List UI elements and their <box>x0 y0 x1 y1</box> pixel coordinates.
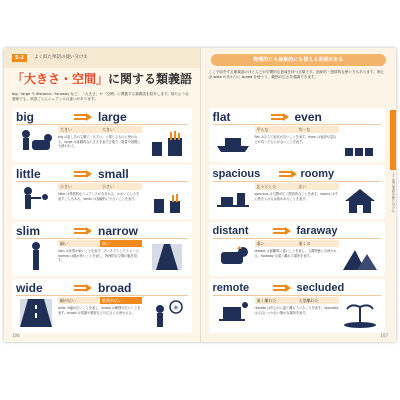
page-number: 106 <box>12 333 20 338</box>
meaning-2: 狭い <box>100 240 142 247</box>
meaning-2: 広い <box>297 183 339 190</box>
double-arrow-icon <box>273 228 291 234</box>
synonym-card <box>209 222 385 276</box>
synonym-card <box>12 222 192 276</box>
synonym-card <box>12 165 192 219</box>
flat-ship-illustration <box>215 126 251 158</box>
divider <box>16 238 188 239</box>
remote-work-illustration <box>215 297 251 329</box>
description: distant は距離的に遠いことを表し、人間関係にも使われる。faraway は遠く離れた場所を表す。 <box>254 249 337 258</box>
book-spread <box>4 48 396 342</box>
word-1: big <box>16 110 34 124</box>
meaning-1: 幅が広い <box>58 297 100 304</box>
word-1: little <box>16 167 41 181</box>
divider <box>16 181 188 182</box>
word-2: even <box>294 110 322 124</box>
roomy-house-illustration <box>341 185 379 215</box>
double-arrow-icon <box>271 114 289 120</box>
fries-small-illustration <box>148 185 186 215</box>
word-2: faraway <box>296 225 338 237</box>
meaning-2: 遠くの <box>297 240 339 247</box>
word-1: slim <box>16 224 41 238</box>
page-number: 107 <box>380 333 388 338</box>
person-thinking-illustration <box>148 299 186 329</box>
secluded-island-illustration <box>341 299 379 329</box>
word-1: spacious <box>212 168 261 180</box>
word-2: large <box>98 110 127 124</box>
page-title-rest: に関する類義語 <box>108 72 193 86</box>
double-arrow-icon <box>74 171 92 177</box>
meaning-2: 大きい <box>100 126 142 133</box>
divider <box>16 295 188 296</box>
description: big は話し手の主観で「大きい」と感じるものに使われる。large は客観的な大きさを表す言葉で、数量や規模にも使われる。 <box>58 135 141 149</box>
double-arrow-icon <box>273 285 291 291</box>
section-badge: 5-2 <box>12 54 27 62</box>
double-arrow-icon <box>279 171 297 177</box>
meaning-2: 小さい <box>100 183 142 190</box>
even-stairs-illustration <box>341 128 379 158</box>
side-label: よく似た単語の使い分け① <box>391 172 395 214</box>
synonym-card <box>209 108 385 162</box>
synonym-card <box>209 165 385 219</box>
svg-text:✳: ✳ <box>173 304 179 312</box>
meaning-1: 平らな <box>255 126 297 133</box>
synonym-card <box>12 279 192 333</box>
description: wide は幅が広いことを表し、broad は範囲が広いことを表す。broad は知識や視野などの広さにも使われる。 <box>58 306 141 315</box>
description: slim は体型が細いことを表す。ほっそりとしたイメージ。narrow は幅が狭いことを表し、物理的な空間の幅を指す。 <box>58 249 142 263</box>
intro-text: big／large や distance／faraway など、「大きさ」や「空間」に関連する類義語を紹介します。似たような意味でも、単語ごとにニュアンスの違いがあります。 <box>12 92 189 102</box>
divider <box>213 238 381 239</box>
chapter-tab <box>390 110 396 170</box>
narrow-road-illustration <box>148 242 186 272</box>
description: little は感情的なニュアンスが含まれる。かわいらしさを表すこともある。small は客観的に小さいことを表す。 <box>58 192 140 201</box>
right-page <box>201 48 397 342</box>
divider <box>213 295 381 296</box>
meaning-1: 広々とした <box>255 183 297 190</box>
double-arrow-icon <box>74 114 92 120</box>
divider <box>16 124 188 125</box>
fries-illustration <box>148 128 186 158</box>
meaning-1: 遠い <box>255 240 297 247</box>
wide-road-illustration <box>18 297 54 329</box>
description: flat は平らで起伏がないことを表す。even は表面や量などが均一でむらがないことを表す。 <box>254 135 337 144</box>
double-arrow-icon <box>74 228 92 234</box>
synonym-card <box>209 279 385 333</box>
meaning-1: 細い <box>58 240 100 247</box>
meaning-2: 範囲が広い <box>100 297 142 304</box>
faraway-mountains-illustration <box>341 242 379 272</box>
slim-person-illustration <box>18 240 54 272</box>
page-title-quote: 「大きさ・空間」 <box>12 72 109 86</box>
meaning-2: 人里離れた <box>297 297 339 304</box>
distant-cow-illustration <box>215 240 251 272</box>
word-1: distant <box>212 225 249 237</box>
word-2: small <box>98 167 129 181</box>
section-title: よく似た単語の使い分け① <box>34 55 88 60</box>
word-1: wide <box>16 281 43 295</box>
divider <box>213 124 381 125</box>
word-2: narrow <box>98 224 139 238</box>
word-1: flat <box>212 110 231 124</box>
meaning-1: 遠く離れた <box>255 297 297 304</box>
left-page <box>4 48 201 342</box>
description: remote は中心から遠く離れていることを表す。secluded は人目につかない静かな場所を表す。 <box>254 306 339 315</box>
spacious-room-illustration <box>215 183 251 215</box>
meaning-1: 小さい <box>58 183 100 190</box>
meaning-2: 均一な <box>297 126 339 133</box>
big-dog-person-illustration <box>18 126 54 158</box>
word-1: remote <box>212 282 250 294</box>
description: spacious は空間が広く開放的なことを表す。roomy は中に物を入れる余裕があることを表す。 <box>254 192 338 201</box>
word-2: roomy <box>300 168 335 180</box>
double-arrow-icon <box>74 285 92 291</box>
banner: 物理的にも抽象的にも使える表現がある <box>211 54 387 66</box>
meaning-1: 大きい <box>58 126 100 133</box>
divider <box>213 181 381 182</box>
intro-text: ここで紹介する類義語のほとんどが空間的な意味を持つ言葉です。抽象的・感情的な使い方もあります。例えば wide の代わりに broad を使うと、範囲の広さを強調できます。 <box>208 70 385 80</box>
person-holding-bird-illustration <box>18 183 54 215</box>
word-2: secluded <box>296 282 345 294</box>
synonym-card <box>12 108 192 162</box>
word-2: broad <box>98 281 132 295</box>
page-title <box>12 72 192 86</box>
